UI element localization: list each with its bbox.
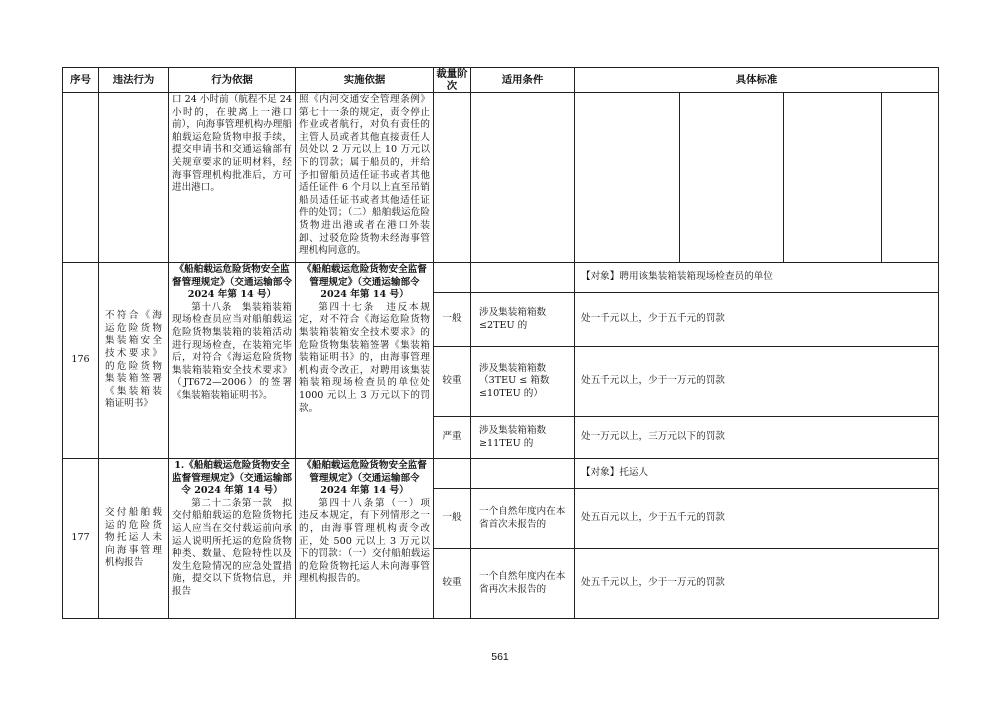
row-177-obj-cond bbox=[471, 459, 575, 489]
cont-std-2 bbox=[680, 93, 784, 263]
header-impl: 实施依据 bbox=[296, 68, 434, 93]
table-row bbox=[63, 459, 939, 489]
header-std: 具体标准 bbox=[575, 68, 939, 93]
table-header-row bbox=[63, 68, 939, 93]
cont-impl bbox=[296, 93, 434, 263]
row-176-basis-body: 第十八条 集装箱装箱现场检查员应当对船舶载运危险货物集装箱的装箱活动进行现场检查，在装箱完毕后，对符合《海运危险货物集装箱装箱安全技术要求》（JT672—2006）的签署《集装箱装箱证明书》。 bbox=[172, 301, 292, 401]
row-177-cond-2: 一个自然年度内在本省再次未报告的 bbox=[471, 549, 575, 619]
row-176-basis bbox=[169, 263, 296, 459]
row-176-std-2: 处五千元以上，少于一万元的罚款 bbox=[575, 347, 939, 417]
header-cond: 适用条件 bbox=[471, 68, 575, 93]
row-177-std-1: 处五百元以上，少于五千元的罚款 bbox=[575, 489, 939, 549]
row-176-impl bbox=[296, 263, 434, 459]
cont-std-1 bbox=[575, 93, 680, 263]
row-176-obj-cond bbox=[471, 263, 575, 293]
row-176-level-3: 严重 bbox=[434, 417, 471, 459]
cont-basis bbox=[169, 93, 296, 263]
header-basis: 行为依据 bbox=[169, 68, 296, 93]
row-177-level-2: 较重 bbox=[434, 549, 471, 619]
row-177-basis-title: 1.《船舶载运危险货物安全监督管理规定》（交通运输部令 2024 年第 14 号） bbox=[172, 460, 292, 497]
row-177-impl-body: 第四十八条第（一）项 违反本规定，有下列情形之一的，由海事管理机构责令改正，处 500 元以上 3 万元以下的罚款：（一）交付船舶载运的危险货物托运人未向海事管理机构报告的。 bbox=[299, 497, 440, 585]
row-176-act: 不符合《海运危险货物集装箱安全技术要求》的危险货物集装箱签署《集装箱装箱证明书》 bbox=[99, 263, 169, 459]
row-176-std-3: 处一万元以上，三万元以下的罚款 bbox=[575, 417, 939, 459]
cont-level bbox=[434, 93, 471, 263]
row-177-act: 交付船舶载运的危险货物托运人未向海事管理机构报告 bbox=[99, 459, 169, 619]
cont-impl-text: 照《内河交通安全管理条例》第七十一条的规定，责令停止作业或者航行，对负有责任的主管人员或者其他直接责任人员处以 2 万元以上 10 万元以下的罚款；属于船员的，并给予扣留船员适任证书或者其他适任证件 6 个月以上直至吊销船员适任证书或者其他适任证件的处罚；（二）船舶载运危险货物进出港或者在港口外装卸、过驳危险货物未经海事管理机构同意的。 bbox=[299, 94, 430, 257]
row-176-impl-title: 《船舶载运危险货物安全监督管理规定》（交通运输部令 2024 年第 14 号） bbox=[302, 264, 427, 301]
row-176-impl-body: 第四十七条 违反本规定，对不符合《海运危险货物集装箱装箱安全技术要求》的危险货物集装箱签署《集装箱装箱证明书》的，由海事管理机构责令改正，对聘用该集装箱装箱现场检查员的单位处 1000 元以上 3 万元以下的罚款。 bbox=[299, 301, 430, 414]
cont-seq bbox=[63, 93, 99, 263]
row-177-object: 【对象】托运人 bbox=[575, 459, 939, 489]
row-177-basis bbox=[169, 459, 296, 619]
row-176-cond-3: 涉及集装箱箱数≥11TEU 的 bbox=[471, 417, 575, 459]
cont-cond bbox=[471, 93, 575, 263]
cont-std-4 bbox=[882, 93, 939, 263]
cont-std-3 bbox=[784, 93, 882, 263]
row-176-cond-2: 涉及集装箱箱数（3TEU ≤ 箱数≤10TEU 的） bbox=[471, 347, 575, 417]
enforcement-standards-table bbox=[62, 67, 939, 619]
row-177-impl bbox=[296, 459, 440, 619]
row-176-obj-level bbox=[434, 263, 471, 293]
row-177-basis-body: 第二十二条第一款 拟交付船舶载运的危险货物托运人应当在交付载运前向承运人说明所托运的危险货物种类、数量、危险特性以及发生危险情况的应急处置措施，提交以下货物信息，并报告 bbox=[172, 497, 292, 597]
row-176-object: 【对象】聘用该集装箱装箱现场检查员的单位 bbox=[575, 263, 939, 293]
row-176-cond-1: 涉及集装箱箱数≤2TEU 的 bbox=[471, 293, 575, 347]
continuation-row bbox=[63, 93, 939, 263]
header-seq: 序号 bbox=[63, 68, 99, 93]
header-act: 违法行为 bbox=[99, 68, 169, 93]
row-176-level-1: 一般 bbox=[434, 293, 471, 347]
cont-basis-text: 口 24 小时前（航程不足 24 小时的，在驶离上一港口前），向海事管理机构办理船舶载运危险货物申报手续，提交申请书和交通运输部有关规章要求的证明材料，经海事管理机构批准后，方可进出港口。 bbox=[172, 94, 292, 194]
row-176-std-1: 处一千元以上，少于五千元的罚款 bbox=[575, 293, 939, 347]
header-level: 裁量阶次 bbox=[434, 68, 471, 93]
row-176-level-2: 较重 bbox=[434, 347, 471, 417]
row-177-impl-title: 《船舶载运危险货物安全监督管理规定》（交通运输部令 2024 年第 14 号） bbox=[302, 460, 427, 497]
row-176-seq: 176 bbox=[63, 263, 99, 459]
row-177-seq: 177 bbox=[63, 459, 99, 619]
table-row bbox=[63, 263, 939, 293]
row-177-obj-level bbox=[434, 459, 471, 489]
page-number: 561 bbox=[491, 651, 509, 663]
cont-act bbox=[99, 93, 169, 263]
row-176-basis-title: 《船舶载运危险货物安全监督管理规定》（交通运输部令 2024 年第 14 号） bbox=[172, 264, 292, 301]
row-177-level-1: 一般 bbox=[434, 489, 471, 549]
row-177-cond-1: 一个自然年度内在本省首次未报告的 bbox=[471, 489, 575, 549]
row-177-std-2: 处五千元以上，少于一万元的罚款 bbox=[575, 549, 939, 619]
